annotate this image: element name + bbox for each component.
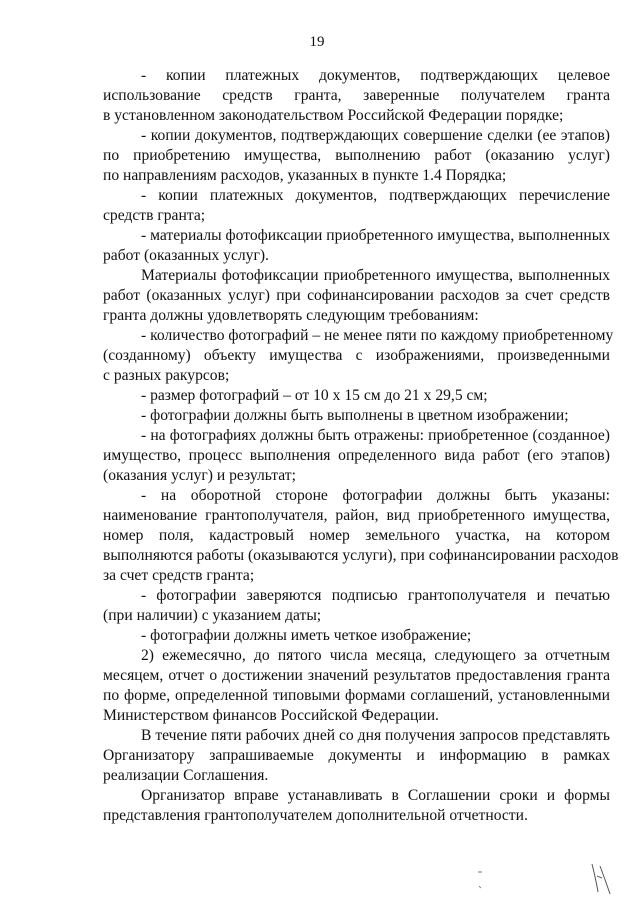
text-line: Материалы фотофиксации приобретенного имущества, выполненных (141, 267, 610, 284)
text-line: представления грантополучателем дополнительной отчетности. (103, 807, 528, 824)
text-line: номер поля, кадастровый номер земельного участка, на котором (103, 527, 610, 544)
text-line: - размер фотографий – от 10 х 15 см до 21 х 29,5 см; (141, 387, 488, 404)
text-line: по направлениям расходов, указанных в пункте 1.4 Порядка; (103, 167, 507, 184)
text-line: работ (оказанных услуг) при софинансировании расходов за счет средств (103, 287, 610, 304)
text-line: за счет средств гранта; (103, 567, 255, 584)
text-line: имущество, процесс выполнения определенного вида работ (его этапов) (103, 447, 610, 464)
text-line: реализации Соглашения. (103, 767, 269, 784)
text-line: средств гранта; (103, 207, 206, 224)
text-line: месяцем, отчет о достижении значений результатов предоставления гранта (103, 667, 610, 684)
text-line: по форме, определенной типовыми формами соглашений, установленными (103, 687, 610, 704)
text-line: Организатор вправе устанавливать в Соглашении сроки и формы (141, 787, 610, 804)
text-line: - копии платежных документов, подтверждающих целевое (141, 67, 610, 84)
text-line: по приобретению имущества, выполнению работ (оказанию услуг) (103, 147, 610, 164)
text-line: работ (оказанных услуг). (103, 247, 269, 264)
page-number: 19 (309, 34, 325, 50)
text-line: - фотографии должны быть выполнены в цветном изображении; (141, 407, 569, 424)
text-line: наименование грантополучателя, район, вид приобретенного имущества, (103, 507, 610, 524)
text-line: гранта должны удовлетворять следующим требованиям: (103, 307, 479, 324)
text-line: - фотографии заверяются подписью грантополучателя и печатью (141, 587, 610, 604)
text-line: - копии документов, подтверждающих совершение сделки (ее этапов) (141, 127, 610, 144)
text-line: - количество фотографий – не менее пяти по каждому приобретенному (141, 327, 614, 344)
text-line: в установленном законодательством Российской Федерации порядке; (103, 107, 564, 124)
text-line: В течение пяти рабочих дней со дня получения запросов представлять (141, 727, 610, 744)
text-line: Организатору запрашиваемые документы и информацию в рамках (103, 747, 610, 764)
text-line: выполняются работы (оказываются услуги), при софинансировании расходов (103, 547, 619, 564)
text-line: Министерством финансов Российской Федерации. (103, 707, 439, 724)
text-line: 2) ежемесячно, до пятого числа месяца, следующего за отчетным (141, 647, 610, 664)
text-line: (созданному) объекту имущества с изображениями, произведенными (103, 347, 610, 364)
text-line: использование средств гранта, заверенные получателем гранта (103, 87, 610, 104)
text-line: - на оборотной стороне фотографии должны быть указаны: (141, 487, 610, 504)
text-line: - на фотографиях должны быть отражены: приобретенное (созданное) (141, 427, 610, 444)
text-line: - фотографии должны иметь четкое изображение; (141, 627, 472, 644)
text-line: (при наличии) с указанием даты; (103, 607, 322, 624)
text-line: - копии платежных документов, подтверждающих перечисление (141, 187, 610, 204)
text-line: - материалы фотофиксации приобретенного имущества, выполненных (141, 227, 610, 244)
text-line: (оказания услуг) и результат; (103, 467, 296, 484)
scan-marks-graphic (470, 862, 620, 902)
text-line: с разных ракурсов; (103, 367, 230, 384)
